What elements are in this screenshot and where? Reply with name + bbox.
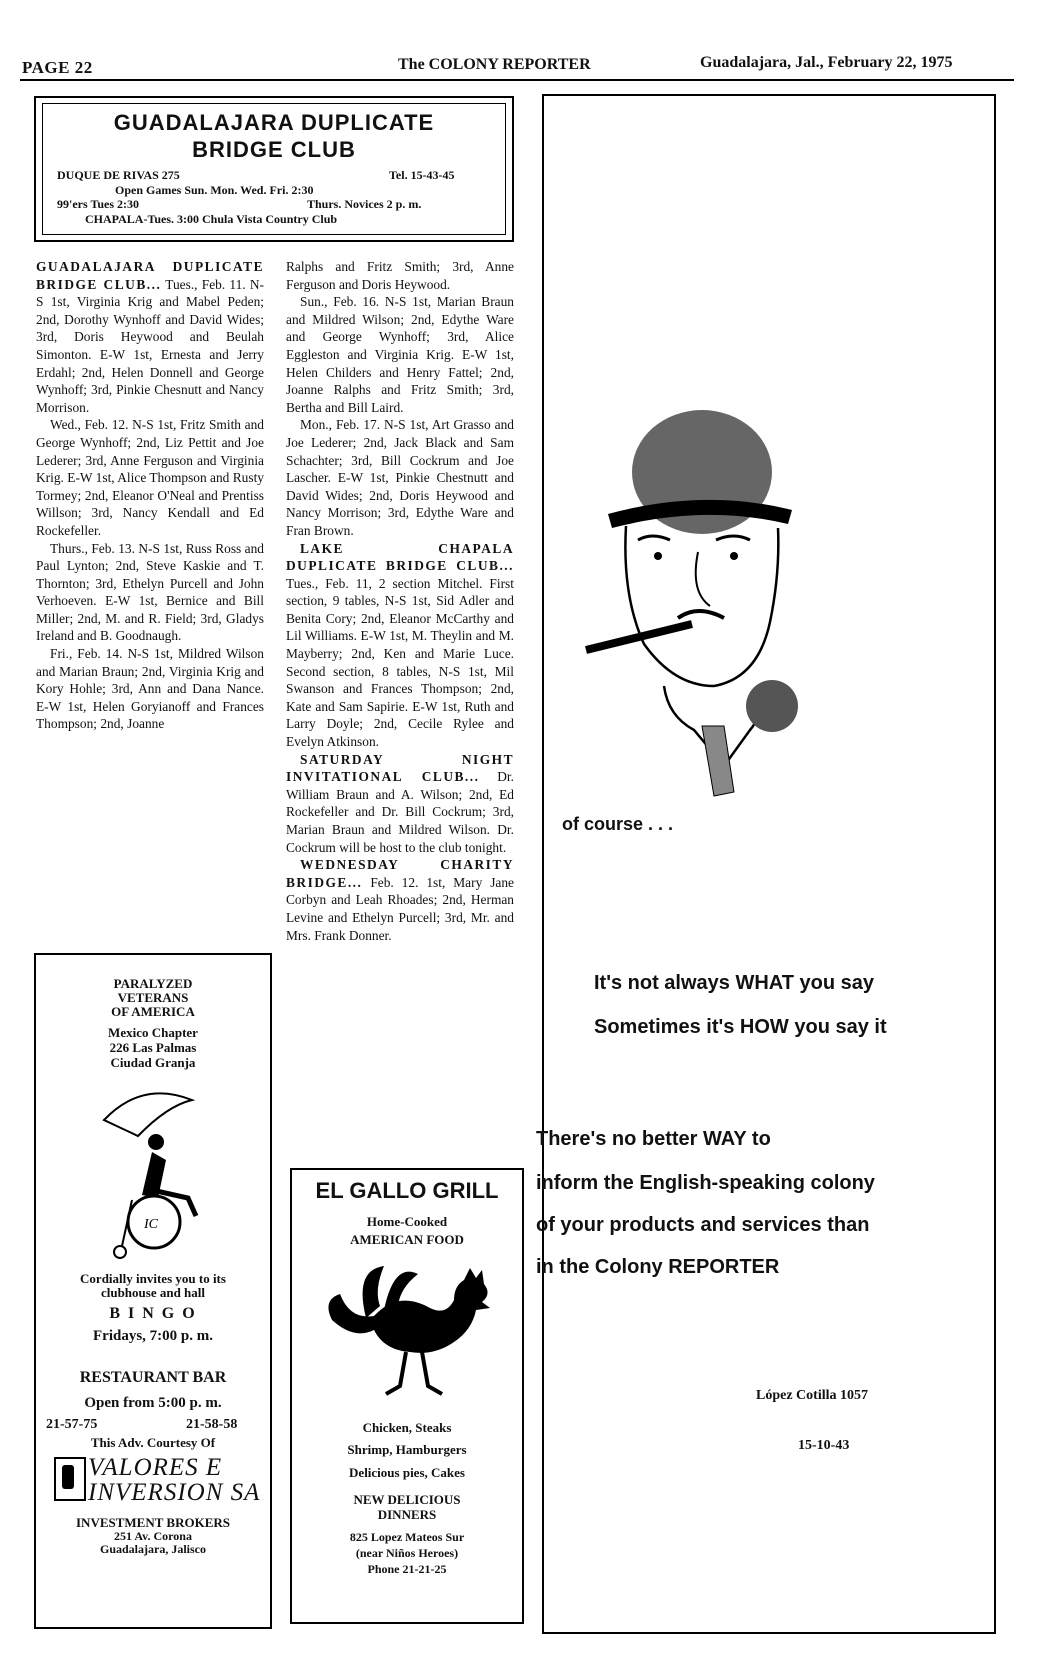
pva-title-3: OF AMERICA [111, 1004, 195, 1019]
col1-paragraph-tues [36, 258, 264, 416]
colony-reporter-ad [536, 94, 996, 1634]
pva-broker-address: 251 Av. Corona [114, 1529, 192, 1543]
col2-continued: Ralphs and Fritz Smith; 3rd, Anne Ferguson and Doris Heywood. [286, 259, 514, 292]
col2-wednesday-results: Feb. 12. 1st, Mary Jane Corbyn and Leah Rhoades; 2nd, Herman Levine and Ethelyn Purcell; 3rd, Mr. and Mrs. Frank Donner. [286, 874, 514, 943]
wheelchair-illustration [92, 1080, 222, 1260]
bridge-ad-title-line2: BRIDGE CLUB [192, 137, 356, 162]
bridge-ad-open-games: Open Games Sun. Mon. Wed. Fri. 2:30 [115, 183, 314, 197]
valores-seal-mark [62, 1465, 74, 1489]
pva-bingo-time: Fridays, 7:00 p. m. [93, 1328, 213, 1344]
pva-city: Ciudad Granja [110, 1055, 196, 1070]
col2-chapala-results: Tues., Feb. 11, 2 section Mitchel. First section, 9 tables, N-S 1st, Sid Adler and Benita Cory; 2nd, Eleanor McCarthy and Lil Williams. E-W 1st, M. Theylin and M. Mayberry; 2nd, Ken and Marie Luce. Second section, 8 tables, N-S 1st, Mil Swanson and Frances Thompson; 2nd, Kate and Sam Sapirie. E-W 1st, Ruth and Larry Doyle; 2nd, Cecile Rylee and Evelyn Atkinson. [286, 575, 514, 750]
col1-wed-results: Wed., Feb. 12. N-S 1st, Fritz Smith and George Wynhoff; 2nd, Liz Pettit and Joe Lederer; 3rd, Anne Ferguson and Virginia Krig. E-W 1st, Alice Thompson and Rusty Tormey; 2nd, Eleanor O'Neal and Prentiss Willson; 3rd, Nancy Kendall and Ed Rockefeller. [36, 417, 264, 538]
pva-phone-1: 21-57-75 [46, 1417, 98, 1432]
column-1 [36, 258, 264, 733]
reporter-address: López Cotilla 1057 [756, 1388, 868, 1403]
pitch-line-2: inform the English-speaking colony [536, 1172, 875, 1194]
bridge-ad-phone: Tel. 15-43-45 [389, 168, 455, 182]
pva-chapter: Mexico Chapter [108, 1025, 198, 1040]
el-gallo-grill-ad [290, 1168, 524, 1624]
wheelchair-mark: IC [144, 1217, 158, 1232]
gallo-new-1: NEW DELICIOUS [353, 1492, 461, 1507]
pva-bingo: B I N G O [109, 1305, 197, 1322]
gallo-phone: Phone 21-21-25 [367, 1562, 447, 1576]
col2-sun-results: Sun., Feb. 16. N-S 1st, Marian Braun and Mildred Wilson; 2nd, Edythe Ware and George Wynhoff; 3rd, Alice Eggleston and Virginia Krig. E-W 1st, Helen Childers and Henry Fattel; 2nd, Joanne Ralphs and Fritz Smith; 3rd, Bertha and Bill Laird. [286, 294, 514, 415]
page-number: PAGE 22 [22, 58, 93, 77]
col2-mon-results: Mon., Feb. 17. N-S 1st, Art Grasso and Joe Lederer; 2nd, Jack Black and Sam Schachter; 3rd, Bill Cockrum and Joe Lascher. E-W 1st, Pinkie Chestnutt and David Wides; 2nd, Doris Heywood and Nancy Morrison; 3rd, Edythe Ware and Fran Brown. [286, 417, 514, 538]
pitch-line-4: in the Colony REPORTER [536, 1256, 780, 1278]
bridge-club-ad [34, 96, 514, 242]
gallo-menu-1: Chicken, Steaks [362, 1420, 452, 1435]
pva-title-2: VETERANS [117, 990, 189, 1005]
bridge-ad-chapala: CHAPALA-Tues. 3:00 Chula Vista Country Club [85, 212, 338, 226]
gallo-american-food: AMERICAN FOOD [350, 1232, 464, 1247]
pva-open-hours: Open from 5:00 p. m. [84, 1395, 222, 1411]
pva-brokers: INVESTMENT BROKERS [76, 1515, 230, 1530]
header-rule [20, 79, 1014, 81]
of-course-text: of course . . . [562, 814, 674, 834]
pva-phone-2: 21-58-58 [186, 1417, 238, 1432]
gallo-menu-3: Delicious pies, Cakes [349, 1465, 465, 1480]
pva-title-1: PARALYZED [113, 976, 193, 991]
pva-invite-1: Cordially invites you to its [80, 1271, 226, 1286]
slogan-line-1: It's not always WHAT you say [594, 972, 874, 994]
col2-chapala-paragraph [286, 540, 514, 751]
bridge-ad-address: DUQUE DE RIVAS 275 [57, 168, 180, 182]
valores-seal-icon [54, 1457, 86, 1501]
col2-chapala-heading: LAKE CHAPALA DUPLICATE BRIDGE CLUB... [286, 540, 514, 574]
col2-saturday-results: Dr. William Braun and A. Wilson; 2nd, Ed Rockefeller and Dr. Bill Cockrum; 3rd, Marian Braun and Mildred Wilson. Dr. Cockrum will be host to the club tonight. [286, 769, 514, 855]
reporter-phone: 15-10-43 [798, 1438, 850, 1453]
pva-invite-2: clubhouse and hall [100, 1285, 206, 1300]
pitch-line-1: There's no better WAY to [536, 1128, 771, 1150]
dateline: Guadalajara, Jal., February 22, 1975 [700, 54, 953, 71]
gallo-home-cooked: Home-Cooked [366, 1214, 448, 1229]
gallo-new-2: DINNERS [377, 1507, 437, 1522]
bridge-club-ad-inner-border [42, 103, 506, 235]
rooster-icon [314, 1260, 500, 1410]
bridge-ad-title-line1: GUADALAJARA DUPLICATE [113, 110, 435, 135]
col1-tues-results: Tues., Feb. 11. N-S 1st, Virginia Krig and Mabel Peden; 2nd, Dorothy Wynhoff and David Wides; 3rd, Doris Heywood and Beulah Simonton. E-W 1st, Ernesta and Jerry Erdahl; 2nd, Helen Donnell and George Wynhoff; 3rd, Pinkie Chesnutt and Nancy Morrison. [36, 276, 264, 415]
pitch-line-3: of your products and services than [536, 1214, 870, 1236]
column-2 [286, 258, 514, 944]
pva-restaurant: RESTAURANT BAR [79, 1369, 227, 1386]
gallo-near: (near Niños Heroes) [355, 1546, 459, 1560]
bridge-ad-99ers: 99'ers Tues 2:30 [57, 197, 140, 211]
col2-wednesday-paragraph [286, 856, 514, 944]
paralyzed-veterans-ad [34, 953, 272, 1629]
col1-fri-results: Fri., Feb. 14. N-S 1st, Mildred Wilson and Marian Braun; 2nd, Virginia Krig and Kory Hohle; 3rd, Ann and Dana Nance. E-W 1st, Helen Goryianoff and Frances Thompson; 2nd, Joanne [36, 646, 264, 732]
col2-saturday-heading: SATURDAY NIGHT INVITATIONAL CLUB... [286, 751, 514, 785]
slogan-line-2: Sometimes it's HOW you say it [594, 1016, 887, 1038]
gallo-address: 825 Lopez Mateos Sur [349, 1530, 465, 1544]
gallo-menu-2: Shrimp, Hamburgers [347, 1442, 467, 1457]
col2-saturday-paragraph [286, 751, 514, 857]
pva-address: 226 Las Palmas [109, 1040, 197, 1055]
col2-wednesday-heading: WEDNESDAY CHARITY BRIDGE... [286, 857, 514, 890]
col1-thurs-results: Thurs., Feb. 13. N-S 1st, Russ Ross and Paul Lynton; 2nd, Steve Kaskie and T. Thornton; 3rd, Ethelyn Purcell and John Verhoeven. E-W 1st, Bernice and Bill Miller; 2nd, M. and R. Field; 3rd, Gladys Ireland and B. Goodnaugh. [36, 540, 264, 644]
bridge-ad-novices: Thurs. Novices 2 p. m. [307, 197, 422, 211]
pva-courtesy: This Adv. Courtesy Of [90, 1435, 216, 1450]
man-with-bowler-hat-illustration [574, 396, 834, 816]
pva-broker-city: Guadalajara, Jalisco [99, 1542, 206, 1556]
valores-logo-text: VALORES E INVERSION SA [88, 1454, 261, 1506]
col1-heading: GUADALAJARA DUPLICATE BRIDGE CLUB... [36, 259, 264, 292]
gallo-name: EL GALLO GRILL [315, 1178, 499, 1203]
publication-name: The COLONY REPORTER [398, 56, 591, 73]
